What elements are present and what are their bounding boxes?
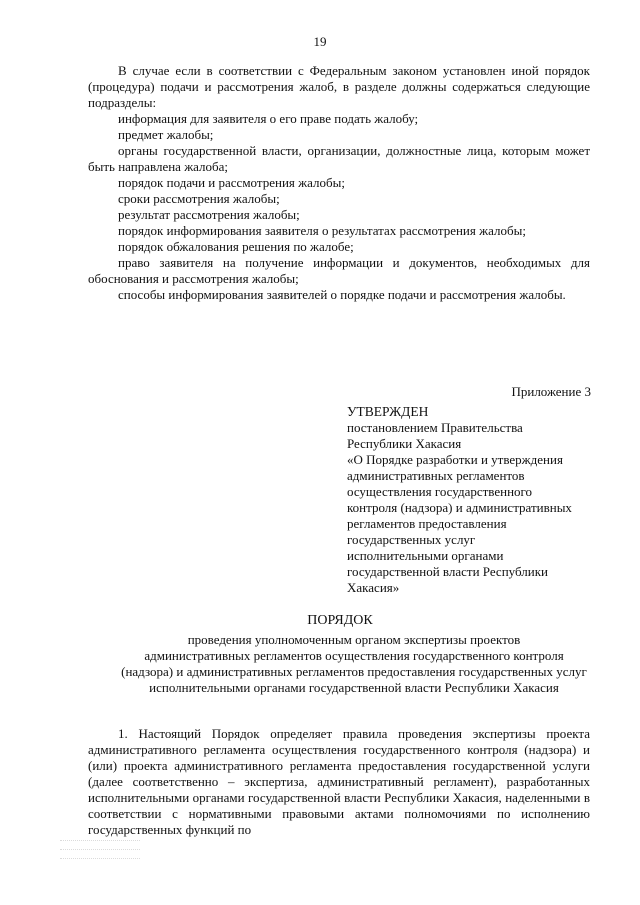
list-item: право заявителя на получение информации и документов, необходимых для обоснования и рассмотрения жалобы; [88,255,590,286]
appendix-label: Приложение 3 [511,384,591,399]
subtitle-line: (надзора) и административных регламентов предоставления государственных услуг [121,664,587,679]
approved-heading: УТВЕРЖДЕН [347,404,429,419]
list-item: порядок подачи и рассмотрения жалобы; [118,175,345,190]
list-item: информация для заявителя о его праве подать жалобу; [118,111,419,126]
subtitle-line: административных регламентов осуществления государственного контроля [144,648,564,663]
approved-line: Хакасия» [347,580,400,595]
subtitle-line: исполнительными органами государственной власти Республики Хакасия [149,680,559,695]
order-title: ПОРЯДОК [307,613,373,628]
page-number: 19 [313,34,327,49]
approved-line: государственной власти Республики [347,564,548,579]
approved-body [347,420,591,596]
approved-line: контроля (надзора) и административных [347,500,572,515]
list-item: результат рассмотрения жалобы; [118,207,300,222]
stamp-line [60,840,140,842]
order-subtitle [94,632,614,696]
approved-line: административных регламентов [347,468,525,483]
list-item: порядок информирования заявителя о результатах рассмотрения жалобы; [118,223,526,238]
paragraph: В случае если в соответствии с Федеральным законом установлен иной порядок (процедура) подачи и рассмотрения жалоб, в разделе должны содержаться следующие подразделы: [88,63,590,110]
list-item: сроки рассмотрения жалобы; [118,191,280,206]
approved-line: Республики Хакасия [347,436,462,451]
subtitle-line: проведения уполномоченным органом экспертизы проектов [187,632,521,647]
faint-stamp-mark [60,840,140,880]
approved-line: постановлением Правительства [347,420,523,435]
approved-line: исполнительными органами [347,548,504,563]
stamp-line [60,849,140,851]
approved-line: регламентов предоставления [347,516,507,531]
list-item: способы информирования заявителей о порядке подачи и рассмотрения жалобы. [118,287,566,302]
list-item: предмет жалобы; [118,127,214,142]
list-item: органы государственной власти, организации, должностные лица, которым может быть направлена жалоба; [88,143,590,174]
approved-line: «О Порядке разработки и утверждения [347,452,563,467]
order-paragraph-1: 1. Настоящий Порядок определяет правила проведения экспертизы проекта административного регламента осуществления государственного контроля (надзора) и (или) проекта административного регламента предоставления государственной услуги (далее соответственно – экспертиза, административный регламент), разработанных исполнительными органами государственной власти Республики Хакасия, наделенными в соответствии с нормативными правовыми актами полномочиями по исполнению государственных функций по [88,726,590,837]
complaints-section [88,63,590,303]
list-item: порядок обжалования решения по жалобе; [118,239,354,254]
appendix-block [347,384,591,596]
approved-line: осуществления государственного [347,484,533,499]
approved-line: государственных услуг [347,532,476,547]
stamp-line [60,858,140,860]
